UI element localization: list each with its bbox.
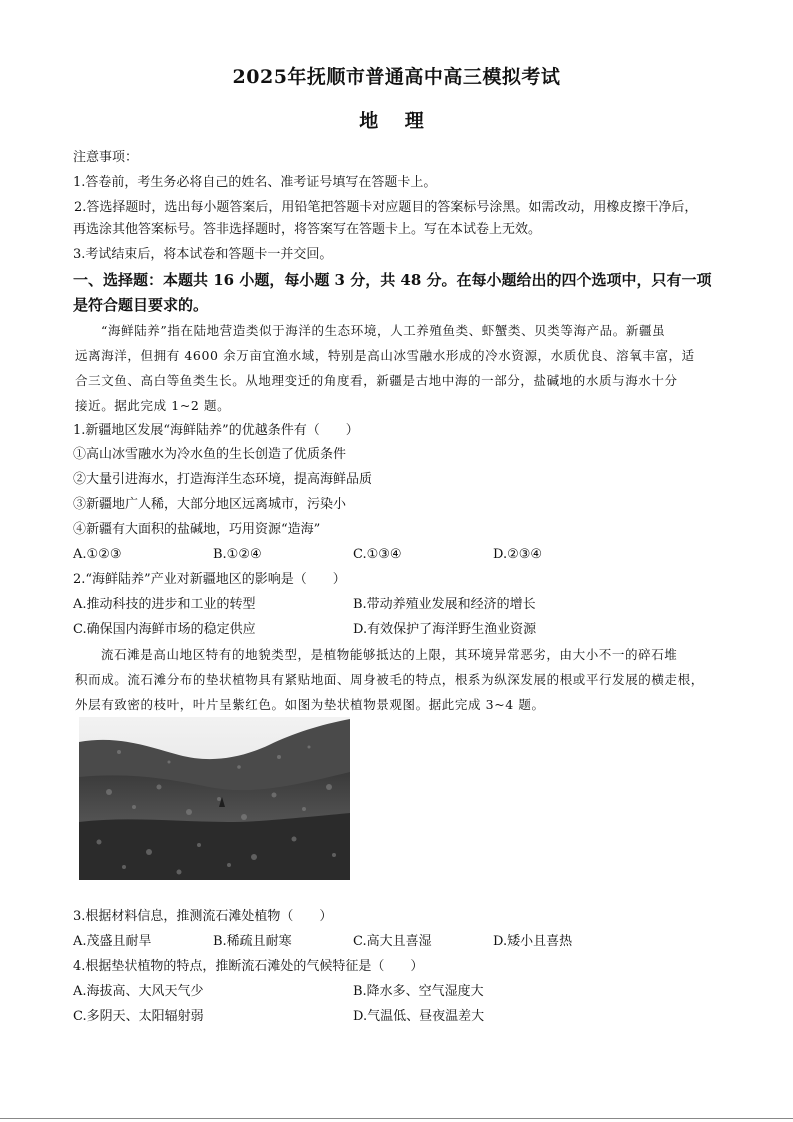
q4-option-b: B.降水多、空气湿度大 — [353, 984, 484, 999]
notice-item-3: 3.考试结束后，将本试卷和答题卡一并交回。 — [73, 247, 333, 262]
q2-stem: 2.“海鲜陆养”产业对新疆地区的影响是（ ） — [73, 572, 346, 587]
material-2-line-1: 流石滩是高山地区特有的地貌类型，是植物能够抵达的上限，其环境异常恶劣，由大小不一的碎石堆 — [101, 647, 678, 662]
q4-option-c: C.多阴天、太阳辐射弱 — [73, 1009, 204, 1024]
q3-stem: 3.根据材料信息，推测流石滩处植物（ ） — [73, 909, 333, 924]
notice-item-1: 1.答卷前，考生务必将自己的姓名、准考证号填写在答题卡上。 — [73, 175, 437, 190]
material-1-line-3: 合三文鱼、高白等鱼类生长。从地理变迁的角度看，新疆是古地中海的一部分，盐碱地的水质与海水十分 — [75, 373, 678, 388]
material-2-line-2: 积而成。流石滩分布的垫状植物具有紧贴地面、周身被毛的特点，根系为纵深发展的根或平行发展的横走根， — [75, 672, 704, 687]
notice-item-2-line-2: 再选涂其他答案标号。答非选择题时，将答案写在答题卡上。写在本试卷上无效。 — [73, 222, 542, 237]
material-2-line-3: 外层有致密的枝叶，叶片呈紫红色。如图为垫状植物景观图。据此完成 3~4 题。 — [75, 697, 545, 712]
section-heading-line-1: 一、选择题：本题共 16 小题，每小题 3 分，共 48 分。在每小题给出的四个选项中，只有一项 — [73, 271, 712, 289]
q4-option-a: A.海拔高、大风天气少 — [73, 984, 204, 999]
exam-title: 2025年抚顺市普通高中高三模拟考试 — [232, 66, 561, 88]
q1-statement-1: ①高山冰雪融水为冷水鱼的生长创造了优质条件 — [73, 447, 347, 462]
page-bottom-rule — [0, 1118, 793, 1119]
q1-statement-2: ②大量引进海水，打造海洋生态环境，提高海鲜品质 — [73, 472, 373, 487]
material-1-line-4: 接近。据此完成 1~2 题。 — [75, 398, 231, 413]
q3-option-a: A.茂盛且耐旱 — [73, 934, 152, 949]
q1-statement-4: ④新疆有大面积的盐碱地，巧用资源“造海” — [73, 522, 321, 537]
q1-stem: 1.新疆地区发展“海鲜陆养”的优越条件有（ ） — [73, 423, 359, 438]
material-1-line-1: “海鲜陆养”指在陆地营造类似于海洋的生态环境，人工养殖鱼类、虾蟹类、贝类等海产品。新疆虽 — [101, 323, 666, 338]
q2-option-a: A.推动科技的进步和工业的转型 — [73, 597, 256, 612]
notice-item-2-line-1: 2.答选择题时，选出每小题答案后，用铅笔把答题卡对应题目的答案标号涂黑。如需改动，用橡皮擦干净后， — [74, 200, 698, 215]
q1-option-b: B.①②④ — [213, 547, 262, 562]
q1-option-d: D.②③④ — [493, 547, 543, 562]
q3-option-d: D.矮小且喜热 — [493, 934, 573, 949]
section-heading-line-2: 是符合题目要求的。 — [73, 296, 209, 314]
q3-option-b: B.稀疏且耐寒 — [213, 934, 292, 949]
notice-heading: 注意事项： — [73, 150, 139, 165]
cushion-plant-landscape-photo — [79, 717, 350, 880]
q1-option-c: C.①③④ — [353, 547, 402, 562]
subject-title: 地 理 — [359, 110, 434, 132]
q2-option-b: B.带动养殖业发展和经济的增长 — [353, 597, 536, 612]
q4-stem: 4.根据垫状植物的特点，推断流石滩处的气候特征是（ ） — [73, 959, 424, 974]
q1-option-a: A.①②③ — [73, 547, 122, 562]
q1-statement-3: ③新疆地广人稀，大部分地区远离城市，污染小 — [73, 497, 347, 512]
q2-option-d: D.有效保护了海洋野生渔业资源 — [353, 622, 537, 637]
q2-option-c: C.确保国内海鲜市场的稳定供应 — [73, 622, 256, 637]
q4-option-d: D.气温低、昼夜温差大 — [353, 1009, 485, 1024]
material-1-line-2: 远离海洋，但拥有 4600 余万亩宜渔水域，特别是高山冰雪融水形成的冷水资源，水质优良、溶氧丰富，适 — [75, 348, 695, 363]
q3-option-c: C.高大且喜湿 — [353, 934, 432, 949]
